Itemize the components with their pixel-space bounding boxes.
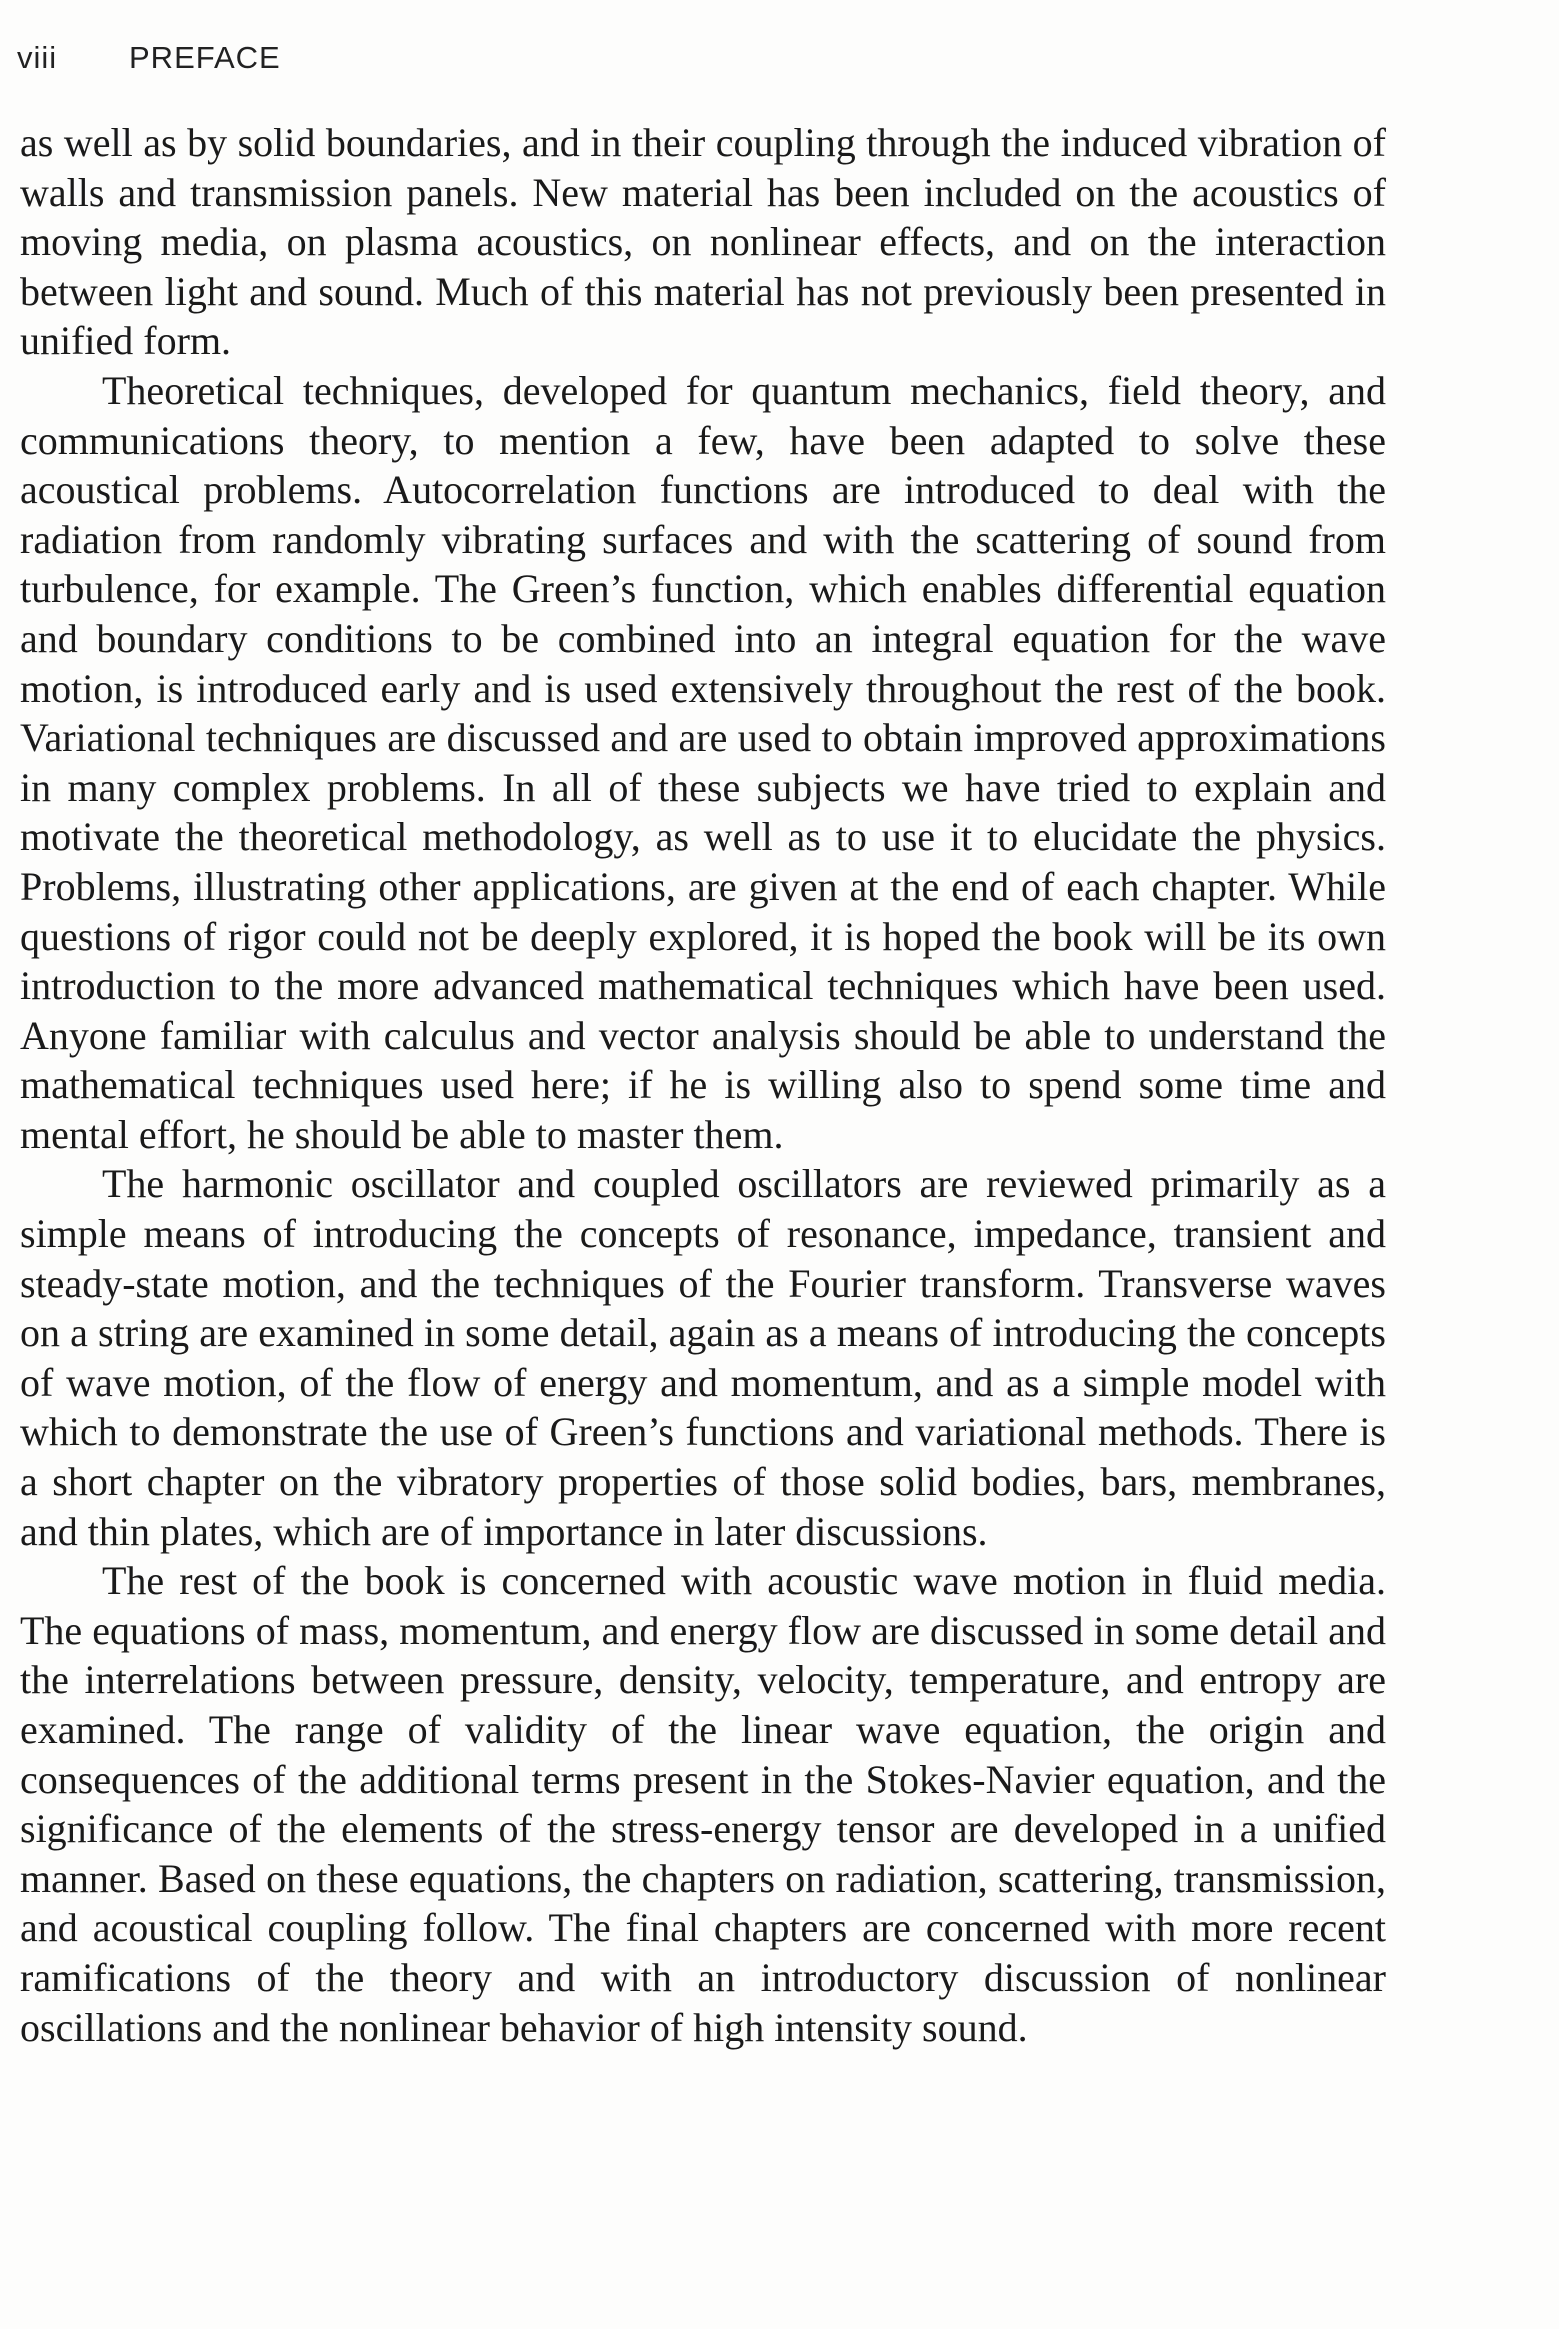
paragraph-2: Theoretical techniques, developed for quantum mechanics, field theory, and communications theory, to mention a few, have been adapted to solve these acoustical problems. Autocorrelation functions are introduced to deal with the radiation from randomly vibrating surfaces and with the scattering of sound from turbulence, for example. The Green’s function, which enables differential equation and boundary conditions to be combined into an integral equation for the wave motion, is introduced early and is used extensively throughout the rest of the book. Variational techniques are discussed and are used to obtain improved approximations in many complex problems. In all of these subjects we have tried to explain and motivate the theoretical methodology, as well as to use it to elucidate the physics. Problems, illustrating other applications, are given at the end of each chapter. While questions of rigor could not be deeply explored, it is hoped the book will be its own introduction to the more advanced mathematical techniques which have been used. Anyone familiar with calculus and vector analysis should be able to understand the mathematical techniques used here; if he is willing also to spend some time and mental effort, he should be able to master them. — [20, 367, 1386, 1157]
paragraph-3: The harmonic oscillator and coupled oscillators are reviewed primarily as a simple means of introducing the concepts of resonance, impedance, transient and steady-state motion, and the techniques of the Fourier transform. Transverse waves on a string are examined in some detail, again as a means of introducing the concepts of wave motion, of the flow of energy and momentum, and as a simple model with which to demonstrate the use of Green’s functions and variational methods. There is a short chapter on the vibratory properties of those solid bodies, bars, membranes, and thin plates, which are of importance in later discussions. — [20, 1161, 1386, 1554]
paragraph-1: as well as by solid boundaries, and in their coupling through the induced vibration of walls and transmission panels. New material has been included on the acoustics of moving media, on plasma acoustics, on nonlinear effects, and on the interaction between light and sound. Much of this material has not previously been presented in unified form. — [20, 120, 1386, 364]
page-number: viii — [17, 40, 58, 75]
body-text — [20, 118, 1386, 2052]
running-title: PREFACE — [129, 40, 281, 75]
running-head — [17, 40, 281, 76]
paragraph-4: The rest of the book is concerned with acoustic wave motion in fluid media. The equations of mass, momentum, and energy flow are discussed in some detail and the interrelations between pressure, density, velocity, temperature, and entropy are examined. The range of validity of the linear wave equation, the origin and consequences of the additional terms present in the Stokes-Navier equation, and the significance of the elements of the stress-energy tensor are developed in a unified manner. Based on these equations, the chapters on radiation, scattering, transmission, and acoustical coupling follow. The final chapters are concerned with more recent ramifications of the theory and with an introductory discussion of nonlinear oscillations and the nonlinear behavior of high intensity sound. — [20, 1558, 1386, 2050]
